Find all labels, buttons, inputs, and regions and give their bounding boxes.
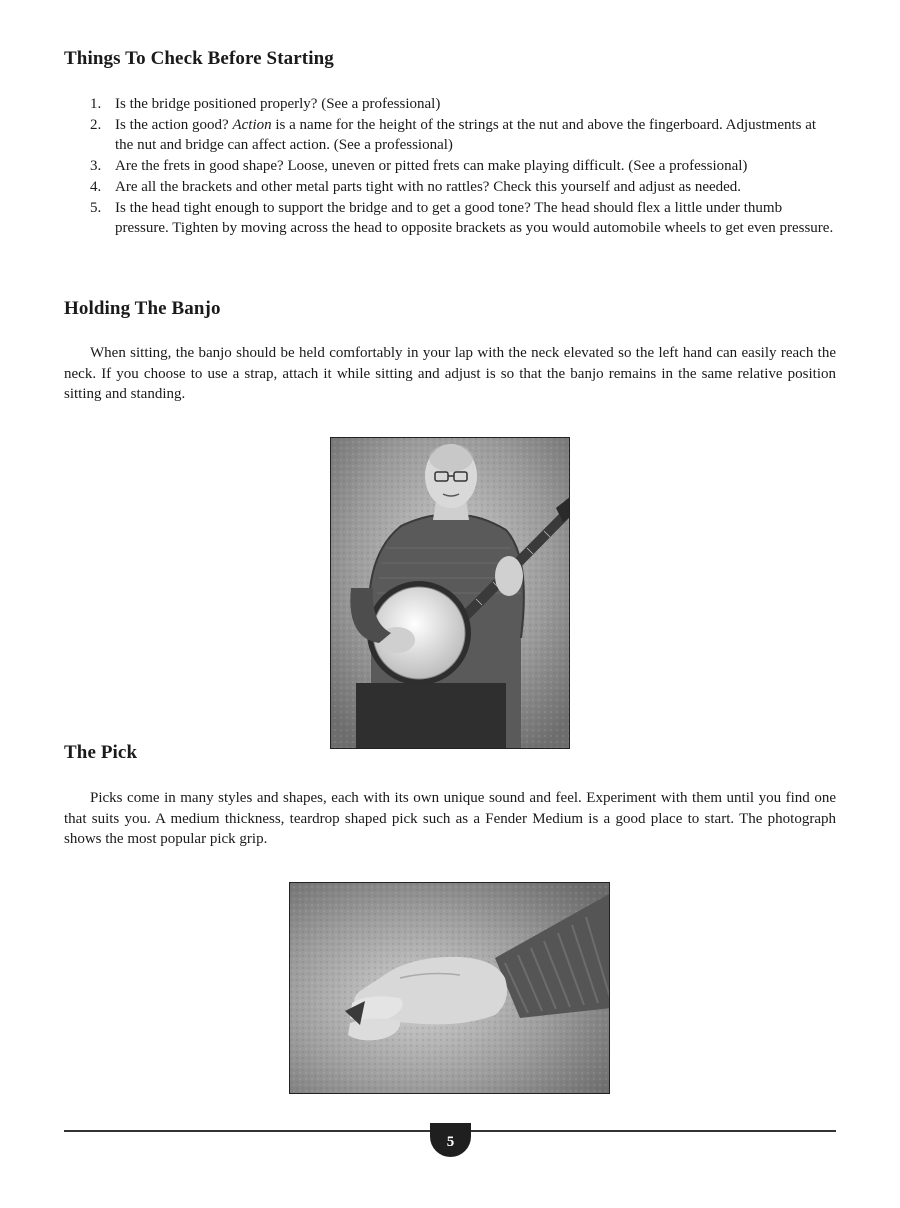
heading-holding-the-banjo: Holding The Banjo [64, 298, 221, 319]
item-text: Are the frets in good shape? Loose, uneven or pitted frets can make playing difficult. (See a professional) [115, 158, 748, 175]
heading-things-to-check: Things To Check Before Starting [64, 48, 334, 69]
banjo-player-image [331, 438, 570, 749]
item-text: Are all the brackets and other metal parts tight with no rattles? Check this yourself and adjust as needed. [115, 178, 742, 195]
checklist-item [64, 115, 836, 156]
item-number: 3. [90, 158, 102, 175]
item-number: 2. [90, 116, 102, 133]
item-text: Is the head tight enough to support the bridge and to get a good tone? The head should flex a little under thumb pressure. Tighten by moving across the head to opposite brackets as you would automobile wheels to get even pressure. [115, 199, 834, 237]
item-text-post: is a name for the height of the strings at the nut and above the fingerboard. Adjustments at the nut and bridge can affect action. (See a professional) [115, 116, 817, 154]
checklist [64, 94, 836, 239]
item-number: 1. [90, 96, 102, 112]
pick-grip-image [290, 883, 610, 1094]
heading-the-pick: The Pick [64, 742, 138, 763]
item-text: Is the bridge positioned properly? (See a professional) [115, 96, 441, 112]
item-number: 5. [90, 199, 102, 216]
checklist-item [64, 156, 836, 177]
pick-paragraph: Picks come in many styles and shapes, each with its own unique sound and feel. Experiment with them until you find one that suits you. A medium thickness, teardrop shaped pick such as a Fender Medium is a good place to start. The photograph shows the most popular pick grip. [64, 790, 836, 848]
checklist-item [64, 94, 836, 115]
checklist-item [64, 198, 836, 239]
holding-paragraph: When sitting, the banjo should be held comfortably in your lap with the neck elevated so the left hand can easily reach the neck. If you choose to use a strap, attach it while sitting and adjust is so that the banjo remains in the same relative position sitting and standing. [64, 345, 836, 403]
item-text-pre: Is the action good? [115, 116, 233, 133]
item-text-emphasis: Action [232, 116, 272, 133]
page-number-badge: 5 [430, 1123, 471, 1157]
pick-grip-photo [289, 882, 610, 1094]
item-number: 4. [90, 178, 102, 195]
checklist-item [64, 177, 836, 198]
banjo-player-photo [330, 437, 570, 749]
